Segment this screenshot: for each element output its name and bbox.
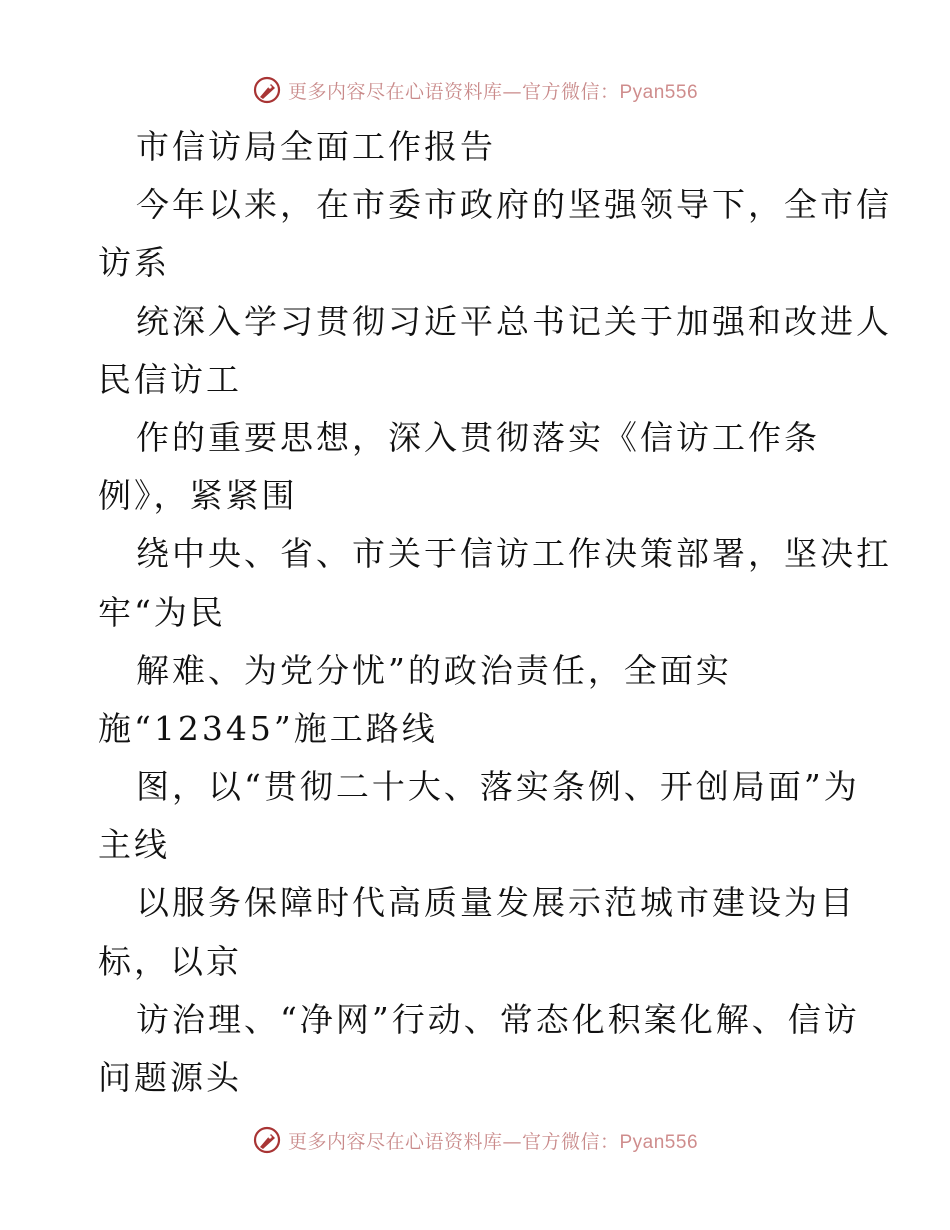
- footer-banner-id: Pyan556: [619, 1131, 699, 1153]
- paragraph-line: 访系: [98, 243, 170, 283]
- document-title: 市信访局全面工作报告: [136, 127, 496, 166]
- paragraph-line: 访治理、“净网”行动、常态化积案化解、信访: [136, 999, 860, 1039]
- paragraph-line: 今年以来，在市委市政府的坚强领导下，全市信: [136, 185, 892, 225]
- paragraph-line: 民信访工: [98, 359, 242, 399]
- paragraph-line: 标，以京: [98, 941, 242, 981]
- paragraph-line: 作的重要思想，深入贯彻落实《信访工作条: [136, 417, 820, 457]
- paragraph-line: 绕中央、省、市关于信访工作决策部署，坚决扛: [136, 534, 892, 574]
- footer-watermark-banner: [0, 1120, 950, 1160]
- paragraph-line: 牢“为民: [98, 592, 226, 632]
- footer-banner-main: 更多内容尽在心语资料库—官方微信：: [287, 1130, 620, 1153]
- document-body: [98, 118, 892, 1107]
- header-banner-id: Pyan556: [619, 81, 699, 103]
- paragraph-line: 问题源头: [98, 1058, 242, 1097]
- header-banner-main: 更多内容尽在心语资料库—官方微信：: [287, 80, 620, 103]
- header-banner-text: [288, 77, 698, 104]
- paragraph-line: 以服务保障时代高质量发展示范城市建设为目: [136, 883, 856, 923]
- paragraph-line: 解难、为党分忧”的政治责任，全面实: [136, 650, 732, 690]
- pen-nib-logo-icon: [252, 75, 282, 105]
- footer-banner-text: [288, 1127, 698, 1154]
- paragraph-line: 施“12345”施工路线: [98, 708, 438, 748]
- paragraph-line: 例》，紧紧围: [98, 476, 298, 516]
- paragraph-line: 主线: [98, 825, 170, 865]
- pen-nib-logo-icon: [252, 1125, 282, 1155]
- paragraph-line: 统深入学习贯彻习近平总书记关于加强和改进人: [136, 301, 892, 341]
- header-watermark-banner: [0, 70, 950, 110]
- paragraph-line: 图，以“贯彻二十大、落实条例、开创局面”为: [136, 767, 860, 807]
